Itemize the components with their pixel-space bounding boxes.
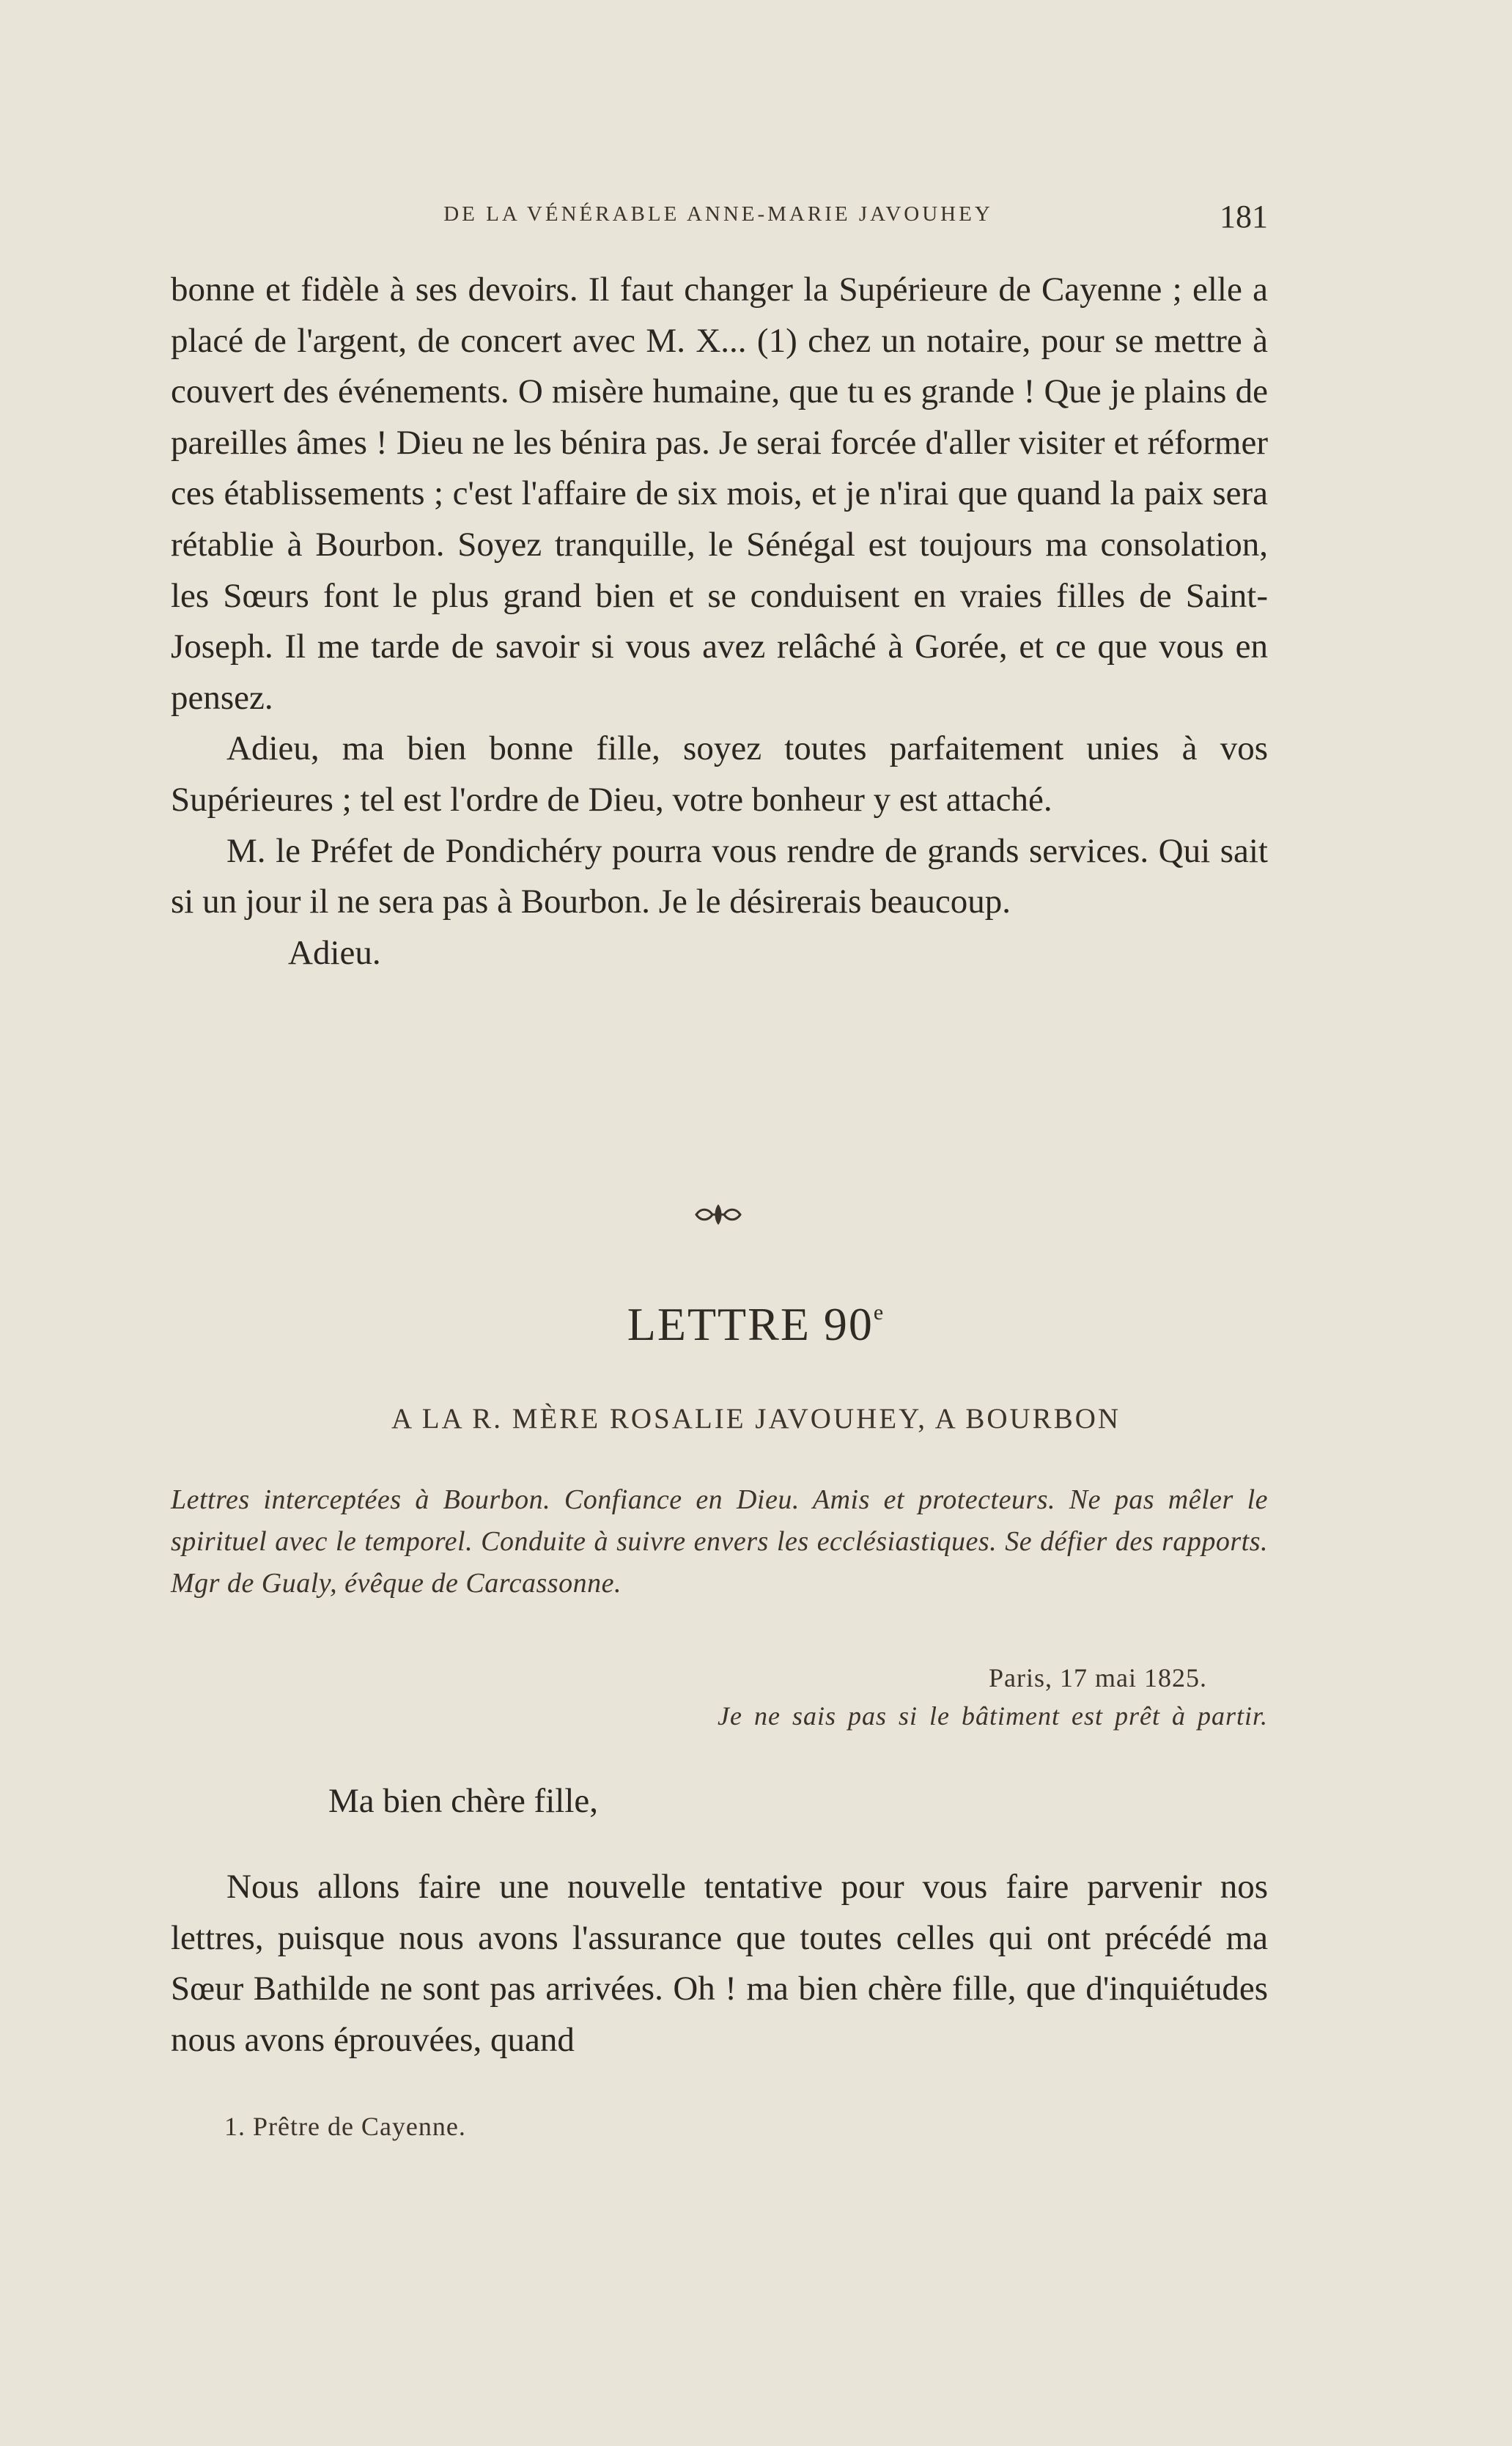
- body-paragraph: bonne et fidèle à ses devoirs. Il faut changer la Supérieure de Cayenne ; elle a placé de l'argent, de concert avec M. X... (1) chez un notaire, pour se mettre à couvert des événements. O misère humaine, que tu es grande ! Que je plains de pareilles âmes ! Dieu ne les bénira pas. Je serai forcée d'aller visiter et réformer ces établissements ; c'est l'affaire de six mois, et je n'irai que quand la paix sera rétablie à Bourbon. Soyez tranquille, le Sénégal est toujours ma consolation, les Sœurs font le plus grand bien et se conduisent en vraies filles de Saint-Joseph. Il me tarde de savoir si vous avez relâché à Gorée, et ce que vous en pensez.: [171, 270, 1268, 717]
- running-title: DE LA VÉNÉRABLE ANNE-MARIE JAVOUHEY: [443, 202, 993, 226]
- continuation-text: [171, 265, 1268, 979]
- footnote: 1. Prêtre de Cayenne.: [224, 2112, 466, 2141]
- page-number: 181: [1220, 199, 1268, 235]
- letter-dateline: Paris, 17 mai 1825.: [989, 1663, 1207, 1692]
- letter-salutation: Ma bien chère fille,: [328, 1782, 598, 1820]
- signoff: Adieu.: [288, 933, 381, 972]
- letter-title-text: LETTRE 90: [627, 1298, 874, 1350]
- fleuron-icon: [693, 1202, 743, 1227]
- letter-recipient: A LA R. MÈRE ROSALIE JAVOUHEY, A BOURBON: [391, 1403, 1121, 1434]
- letter-note: Je ne sais pas si le bâtiment est prêt à partir.: [718, 1701, 1268, 1731]
- body-paragraph: Nous allons faire une nouvelle tentative pour vous faire parvenir nos lettres, puisque nous avons l'assurance que toutes celles qui ont précédé ma Sœur Bathilde ne sont pas arrivées. Oh ! ma bien chère fille, que d'inquiétudes nous avons éprouvées, quand: [171, 1868, 1268, 2059]
- letter-title: [0, 1297, 1512, 1352]
- letter-body: [171, 1862, 1268, 2066]
- letter-title-suffix: e: [873, 1300, 885, 1325]
- running-head: [169, 198, 1268, 235]
- body-paragraph: Adieu, ma bien bonne fille, soyez toutes parfaitement unies à vos Supérieures ; tel est l'ordre de Dieu, votre bonheur y est attaché.: [171, 729, 1268, 819]
- letter-summary: Lettres interceptées à Bourbon. Confiance en Dieu. Amis et protecteurs. Ne pas mêler le spirituel avec le temporel. Conduite à suivre envers les ecclésiastiques. Se défier des rapports. Mgr de Gualy, évêque de Carcassonne.: [171, 1484, 1268, 1599]
- body-paragraph: M. le Préfet de Pondichéry pourra vous rendre de grands services. Qui sait si un jour il ne sera pas à Bourbon. Je le désirerais beaucoup.: [171, 831, 1268, 921]
